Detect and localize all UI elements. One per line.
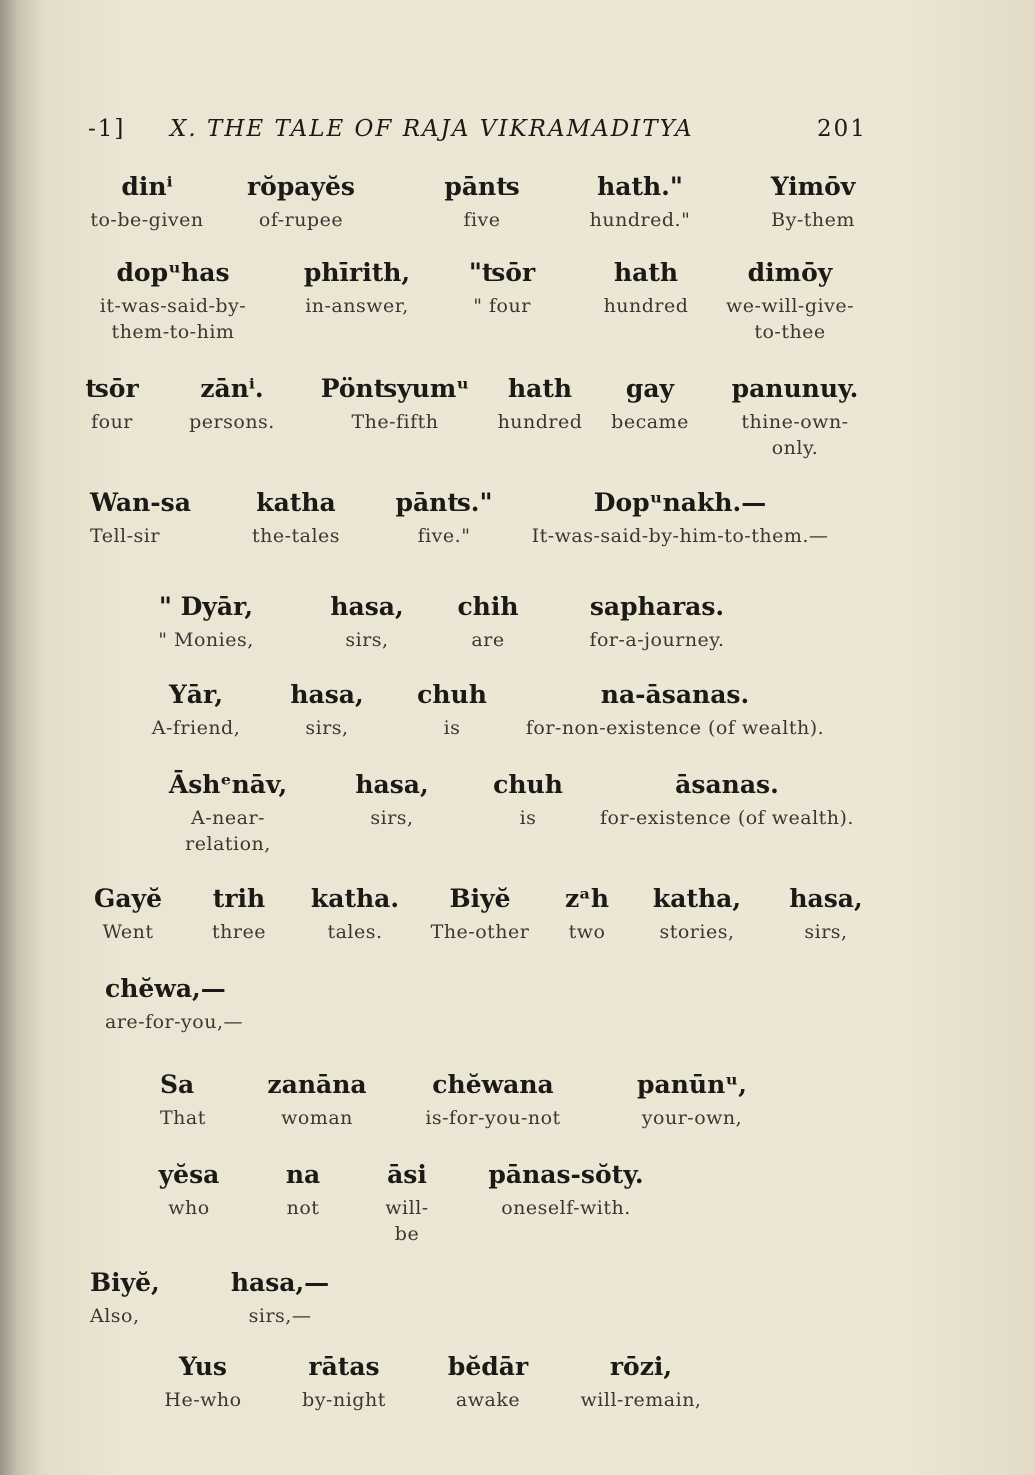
word-pair [488, 1160, 643, 1221]
english-gloss: hundred [497, 411, 583, 433]
word-pair [653, 884, 741, 945]
kashmiri-word: chĕwana [432, 1070, 554, 1099]
word-pair [100, 258, 246, 345]
english-gloss: for-a-journey. [589, 629, 725, 651]
word-pair [105, 974, 243, 1035]
english-gloss: it-was-said-by- [99, 295, 247, 317]
english-gloss: Went [102, 921, 154, 943]
kashmiri-word: hath [613, 258, 679, 287]
english-gloss: sirs, [370, 807, 414, 829]
kashmiri-word: chih [457, 592, 519, 621]
word-pair [637, 1070, 747, 1131]
word-pair [267, 1070, 366, 1131]
kashmiri-word: panunuy. [731, 374, 859, 403]
kashmiri-word: " Dyār, [158, 592, 254, 621]
kashmiri-word: rŏpayĕs [246, 172, 356, 201]
word-pair [604, 258, 689, 319]
english-gloss: It-was-said-by-him-to-them.— [531, 525, 829, 547]
english-gloss: are-for-you,— [105, 1011, 243, 1033]
section-marker: -1] [88, 116, 126, 142]
running-title: X. THE TALE OF RAJA VIKRAMADITYA [170, 116, 694, 142]
word-pair [589, 592, 724, 653]
kashmiri-word: zᵃh [564, 884, 610, 913]
english-gloss: of-rupee [258, 209, 344, 231]
english-gloss: three [212, 921, 266, 943]
kashmiri-word: āsanas. [675, 770, 779, 799]
kashmiri-word: Dopᵘnakh.— [593, 488, 767, 517]
english-gloss: That [160, 1107, 206, 1129]
word-pair [304, 258, 410, 319]
kashmiri-word: "ʦōr [468, 258, 536, 287]
english-gloss: for-non-existence (of wealth). [525, 717, 825, 739]
word-pair [164, 1352, 241, 1413]
kashmiri-word: chuh [417, 680, 487, 709]
english-gloss: The-other [430, 921, 530, 943]
word-pair [286, 1160, 320, 1221]
english-gloss: A-near- [191, 807, 265, 829]
kashmiri-word: rātas [308, 1352, 380, 1381]
word-pair [493, 770, 563, 831]
english-gloss: Also, [90, 1305, 140, 1327]
kashmiri-word: Yus [179, 1352, 227, 1381]
english-gloss: the-tales [251, 525, 341, 547]
word-pair [169, 770, 287, 857]
kashmiri-word: Sa [160, 1070, 195, 1099]
english-gloss: sirs, [345, 629, 389, 651]
english-gloss-continuation: be [394, 1223, 420, 1245]
word-pair [85, 374, 138, 435]
english-gloss: hundred." [589, 209, 691, 231]
word-pair [355, 770, 428, 831]
english-gloss: " Monies, [158, 629, 254, 651]
english-gloss: who [168, 1197, 210, 1219]
word-pair [290, 680, 363, 741]
kashmiri-word: hasa, [290, 680, 364, 709]
word-pair [252, 488, 340, 549]
english-gloss: are [471, 629, 505, 651]
kashmiri-word: dimōy [747, 258, 833, 287]
kashmiri-word: hath." [597, 172, 683, 201]
english-gloss: By-them [771, 209, 855, 231]
english-gloss: in-answer, [305, 295, 409, 317]
word-pair [90, 1268, 160, 1329]
kashmiri-word: zanāna [267, 1070, 367, 1099]
english-gloss: not [286, 1197, 320, 1219]
word-pair [565, 884, 609, 945]
english-gloss: sirs, [305, 717, 349, 739]
english-gloss: will-remain, [580, 1389, 702, 1411]
kashmiri-word: na [285, 1160, 321, 1189]
word-pair [321, 374, 470, 435]
word-pair [158, 592, 254, 653]
word-pair [600, 770, 854, 831]
kashmiri-word: hath [507, 374, 573, 403]
kashmiri-word: hasa, [355, 770, 429, 799]
kashmiri-word: hasa, [330, 592, 404, 621]
english-gloss: sirs, [804, 921, 848, 943]
word-pair [152, 680, 241, 741]
kashmiri-word: sapharas. [589, 592, 725, 621]
kashmiri-word: panūnᵘ, [637, 1070, 747, 1099]
english-gloss: awake [455, 1389, 521, 1411]
word-pair [611, 374, 689, 435]
kashmiri-word: pānʦ." [395, 488, 493, 517]
english-gloss: four [91, 411, 133, 433]
english-gloss: He-who [164, 1389, 242, 1411]
english-gloss: became [611, 411, 689, 433]
word-pair [590, 172, 691, 233]
english-gloss: hundred [603, 295, 689, 317]
english-gloss: The-fifth [351, 411, 439, 433]
kashmiri-word: katha. [310, 884, 400, 913]
word-pair [330, 592, 403, 653]
word-pair [302, 1352, 386, 1413]
word-pair [231, 1268, 329, 1329]
word-pair [431, 884, 530, 945]
english-gloss: sirs,— [248, 1305, 312, 1327]
english-gloss: woman [281, 1107, 353, 1129]
word-pair [311, 884, 399, 945]
kashmiri-word: pānas-sŏty. [488, 1160, 644, 1189]
kashmiri-word: gay [625, 374, 675, 403]
word-pair [385, 1160, 428, 1247]
kashmiri-word: dopᵘhas [116, 258, 230, 287]
english-gloss-continuation: only. [771, 437, 819, 459]
english-gloss: we-will-give- [726, 295, 854, 317]
kashmiri-word: Yār, [168, 680, 224, 709]
word-pair [457, 592, 518, 653]
english-gloss: five." [417, 525, 471, 547]
kashmiri-word: katha, [652, 884, 742, 913]
word-pair [789, 884, 862, 945]
english-gloss: tales. [327, 921, 383, 943]
kashmiri-word: hasa, [789, 884, 863, 913]
word-pair [395, 488, 492, 549]
kashmiri-word: pānʦ [444, 172, 520, 201]
word-pair [732, 374, 859, 461]
word-pair [469, 258, 535, 319]
word-pair [581, 1352, 702, 1413]
kashmiri-word: trih [212, 884, 266, 913]
kashmiri-word: na-āsanas. [600, 680, 750, 709]
english-gloss: persons. [189, 411, 275, 433]
word-pair [247, 172, 355, 233]
word-pair [417, 680, 487, 741]
kashmiri-word: hasa,— [230, 1268, 330, 1297]
english-gloss: is-for-you-not [425, 1107, 561, 1129]
word-pair [159, 1160, 220, 1221]
english-gloss: by-night [302, 1389, 386, 1411]
word-pair [526, 680, 824, 741]
word-pair [771, 172, 856, 233]
english-gloss: two [568, 921, 606, 943]
english-gloss: will- [385, 1197, 429, 1219]
kashmiri-word: ʦōr [85, 374, 139, 403]
kashmiri-word: katha [256, 488, 336, 517]
kashmiri-word: chĕwa,— [105, 974, 226, 1003]
word-pair [90, 488, 191, 549]
kashmiri-word: rōzi, [609, 1352, 673, 1381]
english-gloss: is [443, 717, 461, 739]
kashmiri-word: Yimōv [770, 172, 856, 201]
kashmiri-word: yĕsa [158, 1160, 220, 1189]
english-gloss-continuation: them-to-him [111, 321, 235, 343]
english-gloss: Tell-sir [90, 525, 160, 547]
english-gloss: " four [473, 295, 531, 317]
kashmiri-word: Gayĕ [94, 884, 162, 913]
kashmiri-word: Biyĕ, [90, 1268, 160, 1297]
english-gloss: is [519, 807, 537, 829]
kashmiri-word: Wan-sa [90, 488, 191, 517]
word-pair [726, 258, 854, 345]
kashmiri-word: chuh [493, 770, 563, 799]
english-gloss: oneself-with. [501, 1197, 631, 1219]
page-number: 201 [817, 116, 867, 142]
word-pair [90, 172, 203, 233]
english-gloss: for-existence (of wealth). [600, 807, 854, 829]
english-gloss: to-be-given [90, 209, 204, 231]
kashmiri-word: phīrith, [303, 258, 411, 287]
word-pair [160, 1070, 206, 1131]
word-pair [425, 1070, 560, 1131]
word-pair [444, 172, 519, 233]
word-pair [94, 884, 162, 945]
kashmiri-word: zānⁱ. [200, 374, 264, 403]
english-gloss: five [463, 209, 501, 231]
kashmiri-word: Āshᵉnāv, [168, 770, 288, 799]
kashmiri-word: Biyĕ [449, 884, 511, 913]
word-pair [448, 1352, 528, 1413]
english-gloss: your-own, [641, 1107, 743, 1129]
kashmiri-word: dinⁱ [121, 172, 173, 201]
kashmiri-word: Pönʦyumᵘ [320, 374, 470, 403]
english-gloss: thine-own- [741, 411, 849, 433]
english-gloss: A-friend, [151, 717, 241, 739]
english-gloss-continuation: relation, [185, 833, 271, 855]
kashmiri-word: āsi [387, 1160, 427, 1189]
word-pair [532, 488, 829, 549]
word-pair [189, 374, 275, 435]
english-gloss-continuation: to-thee [754, 321, 826, 343]
word-pair [212, 884, 266, 945]
kashmiri-word: bĕdār [447, 1352, 529, 1381]
english-gloss: stories, [659, 921, 735, 943]
word-pair [498, 374, 583, 435]
